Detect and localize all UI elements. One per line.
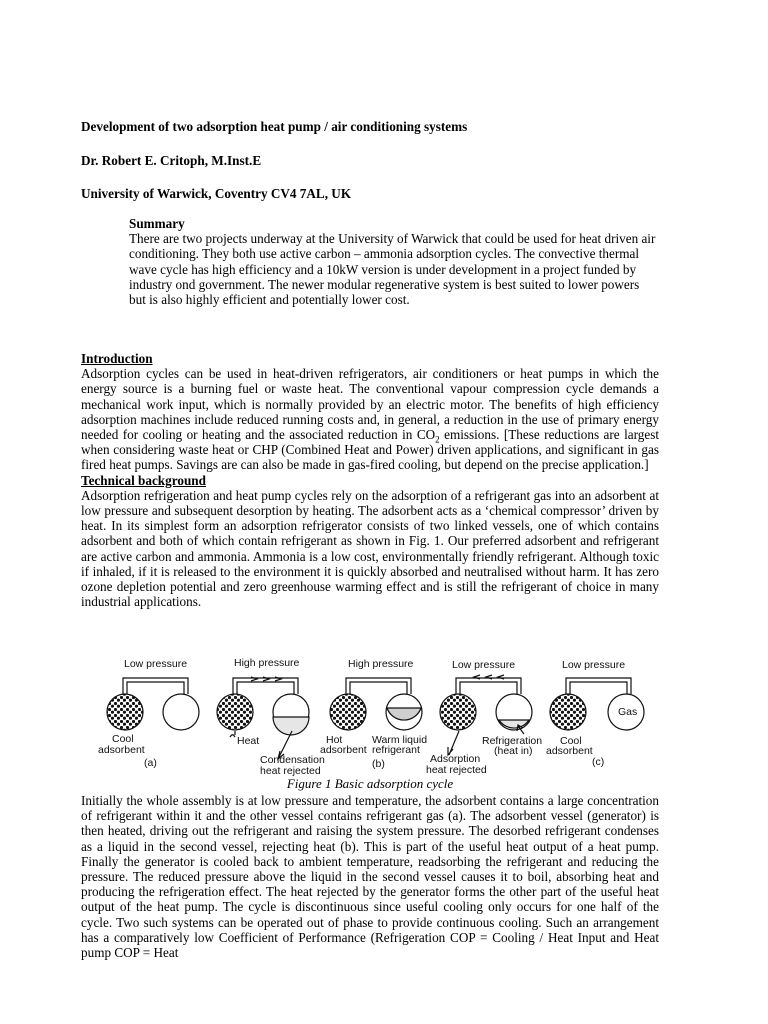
label-refrigerant: refrigerant	[372, 744, 420, 756]
label-low-pressure-1: Low pressure	[124, 658, 188, 670]
vessel-set-5	[550, 678, 644, 730]
adsorption-cycle-figure	[96, 654, 656, 778]
introduction-heading: Introduction	[81, 351, 153, 366]
vessel-set-3	[330, 678, 422, 730]
label-low-pressure-3: Low pressure	[562, 659, 626, 671]
figure-drawing	[96, 654, 656, 778]
label-a: (a)	[144, 757, 157, 769]
affiliation-line: University of Warwick, Coventry CV4 7AL, UK	[81, 186, 352, 201]
author-line: Dr. Robert E. Critoph, M.Inst.E	[81, 153, 262, 168]
technical-text: Adsorption refrigeration and heat pump cycles rely on the adsorption of a refrigerant gas into an adsorbent at low pressure and subsequent desorption by heating. The adsorbent acts as a ‘chemical compressor’ driven by heat. In its simplest form an adsorption refrigerator consists of two linked vessels, one of which contains adsorbent and both of which contain refrigerant as shown in Fig. 1. Our preferred adsorbent and refrigerant are active carbon and ammonia. Ammonia is a low cost, environmentally friendly refrigerant. Although toxic if inhaled, if it is released to the environment it is quickly absorbed and neutralised without harm. It has zero ozone depletion potential and zero greenhouse warming effect and is still the refrigerant of choice in many industrial applications.	[81, 487, 659, 610]
label-high-pressure-2: High pressure	[348, 658, 414, 670]
cycle-description-section	[81, 793, 659, 960]
label-hot: Hot	[326, 734, 343, 746]
paper-title: Development of two adsorption heat pump / air conditioning systems	[81, 119, 468, 134]
label-heat: Heat	[237, 735, 260, 747]
label-adsorbent-3: adsorbent	[546, 745, 593, 757]
label-warm-liquid: Warm liquid	[372, 734, 428, 746]
label-heat-rejected-2: heat rejected	[426, 764, 487, 776]
introduction-section	[81, 351, 659, 609]
summary-text: There are two projects underway at the University of Warwick that could be used for heat driven air conditioning. They both use active carbon – ammonia adsorption cycles. The convective thermal wave cycle has high efficiency and a 10kW version is under development in a project funded by industry ond government. The newer modular regenerative system is best suited to lower powers but is also highly efficient and potentially lower cost.	[129, 231, 656, 308]
label-adsorbent-1: adsorbent	[98, 744, 145, 756]
introduction-text-part1: Adsorption cycles can be used in heat-driven refrigerators, air conditioners or heat pumps in which the energy source is a burning fuel or waste heat. The conventional vapour compression cycle demands a mechanical work input, which is normally provided by an electric motor. The benefits of high efficiency adsorption machines include reduced running costs and, in general, a reduction in the use of primary energy needed for cooling or heating and the associated reduction in CO	[81, 366, 659, 443]
label-refrigeration: Refrigeration	[482, 735, 543, 747]
summary-section	[129, 216, 659, 307]
introduction-text	[81, 366, 659, 472]
label-c: (c)	[592, 756, 605, 768]
label-adsorbent-2: adsorbent	[320, 744, 367, 756]
vessel-set-2	[217, 677, 309, 759]
figure-caption: Figure 1 Basic adsorption cycle	[286, 776, 454, 791]
summary-heading: Summary	[129, 216, 185, 231]
label-high-pressure-1: High pressure	[234, 657, 300, 669]
label-condensation: Condensation	[260, 754, 325, 766]
label-adsorption: Adsorption	[430, 753, 481, 765]
label-cool-2: Cool	[560, 735, 582, 747]
cycle-description-text: Initially the whole assembly is at low pressure and temperature, the adsorbent contains a large concentration of refrigerant within it and the other vessel contains refrigerant gas (a). The adsorbent vessel (generator) is then heated, driving out the refrigerant and raising the system pressure. The desorbed refrigerant condenses as a liquid in the second vessel, rejecting heat (b). This is part of the useful heat output of a heat pump. Finally the generator is cooled back to ambient temperature, readsorbing the refrigerant and reducing the pressure. The reduced pressure above the liquid in the second vessel causes it to boil, absorbing heat and producing the refrigeration effect. The heat rejected by the generator forms the other part of the useful heat output of the heat pump. The cycle is discontinuous since useful cooling only occurs for one half of the cycle. Two such systems can be operated out of phase to provide continuous cooling. Such an arrangement has a comparatively low Coefficient of Performance (Refrigeration COP = Cooling / Heat Input and Heat pump COP = Heat	[81, 793, 659, 961]
vessel-set-1	[107, 678, 199, 730]
label-cool: Cool	[112, 733, 134, 745]
technical-heading: Technical background	[81, 472, 206, 488]
co2-subscript: 2	[435, 434, 440, 445]
label-gas: Gas	[618, 706, 638, 718]
label-b: (b)	[372, 758, 385, 770]
label-low-pressure-2: Low pressure	[452, 659, 516, 671]
label-heat-rejected-1: heat rejected	[260, 765, 321, 777]
label-heat-in: (heat in)	[494, 745, 533, 757]
introduction-text-part2: emissions. [These reductions are largest when considering waste heat or CHP (Combined Heat and Power) driven applications, and significant in gas fired heat pumps. Savings are can also be made in gas-fired cooling, but depend on the precise application.]	[81, 427, 659, 473]
